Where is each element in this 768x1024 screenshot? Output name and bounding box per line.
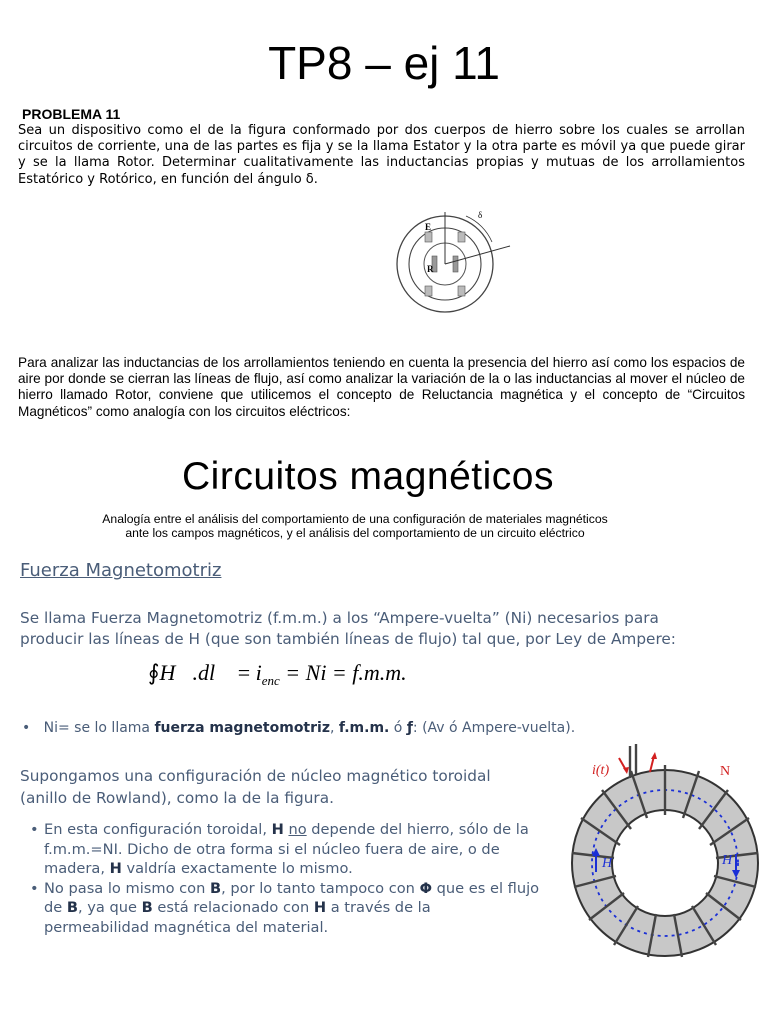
current-label: i(t): [592, 763, 610, 778]
ni-bold-abbrev: f.m.m.: [338, 720, 390, 736]
ni-bold-symbol: ƒ: [406, 720, 413, 736]
text-run: , por lo tanto tampoco con: [221, 879, 420, 897]
bold-run: Φ: [419, 879, 432, 897]
toroid-intro: Supongamos una configuración de núcleo magnético toroidal (anillo de Rowland), como la de la figura.: [20, 767, 491, 807]
bullet-dot: •: [22, 720, 31, 736]
page-title: TP8 – ej 11: [268, 37, 500, 89]
turns-label: N: [720, 764, 731, 779]
h-label-right: H: [722, 853, 733, 868]
bold-run: B: [66, 899, 79, 917]
eq-rhs: f.m.m.: [352, 660, 407, 685]
ni-sep1: ,: [329, 720, 339, 736]
section-title: Circuitos magnéticos: [182, 455, 554, 498]
rotor-label: R: [427, 264, 434, 274]
text-run: a través de la permeabilidad magnética del material.: [44, 899, 431, 936]
underline-run: no: [288, 821, 307, 838]
list-item: [30, 879, 540, 938]
ampere-law-equation: [148, 660, 407, 689]
list-item: [30, 820, 540, 879]
ni-prefix: Ni= se lo llama: [43, 720, 155, 736]
stator-label: E: [425, 222, 432, 232]
analysis-paragraph: Para analizar las inductancias de los arrollamientos teniendo en cuenta la presencia del hierro así como los espacios de aire por donde se cierran las líneas de flujo, así como analizar la variación de la o las inductancias al mover el núcleo de hierro llamado Rotor, conviene que utilicemos el concepto de Reluctancia magnética y el concepto de “Circuitos Magnéticos” como analogía con los circuitos eléctricos:: [18, 355, 745, 419]
bullet-dot: •: [30, 879, 39, 897]
bold-run: H: [271, 821, 284, 838]
angle-label: δ: [478, 210, 483, 220]
analogy-line-2: ante los campos magnéticos, y el análisis del comportamiento de un circuito eléctrico: [125, 525, 585, 540]
integral-symbol: ∮: [148, 660, 160, 685]
text-run: que es el flujo de: [44, 879, 540, 917]
toroid-figure: [570, 742, 768, 1014]
ni-bold-fmm: fuerza magnetomotriz: [154, 720, 330, 736]
h-label-left: H: [602, 856, 613, 871]
fmm-definition: Se llama Fuerza Magnetomotriz (f.m.m.) a los “Ampere-vuelta” (Ni) necesarios para producir las líneas de H (que son también líneas de flujo) tal que, por Ley de Ampere:: [20, 609, 676, 648]
text-run: , ya que: [78, 899, 142, 917]
toroid-bullets: [30, 820, 540, 938]
text-run: está relacionado con: [152, 899, 314, 917]
analogy-line-1: Analogía entre el análisis del comportamiento de una configuración de materiales magnéticos: [102, 512, 608, 526]
text-run: depende del hierro, sólo de la f.m.m.=NI. Dicho de otra forma si el núcleo fuera de aire, o de madera,: [44, 821, 529, 878]
ni-bullet: [22, 720, 575, 736]
eq-current: i: [255, 660, 262, 685]
bold-run: B: [141, 899, 153, 917]
text-run: valdría exactamente lo mismo.: [121, 860, 353, 878]
analogy-subtitle: [0, 513, 710, 540]
stator-rotor-figure: [388, 208, 518, 333]
bullet-dot: •: [30, 821, 39, 838]
problem-statement: Sea un dispositivo como el de la figura conformado por dos cuerpos de hierro sobre los cuales se arrollan circuitos de corriente, una de las partes es fija y se la llama Estator y la otra parte es móvil ya que puede girar y se la llama Rotor. Determinar cualitativamente las inductancias propias y mutuas de los arrollamientos Estatórico y Rotórico, en función del ángulo δ.: [18, 123, 745, 187]
text-run: No pasa lo mismo con: [44, 879, 210, 897]
eq-middle: = Ni =: [279, 660, 353, 685]
bold-run: B: [210, 879, 222, 897]
problem-heading: PROBLEMA 11: [22, 106, 121, 122]
eq-equals-1: =: [232, 660, 256, 685]
ni-suffix: : (Av ó Ampere-vuelta).: [412, 720, 576, 736]
text-run: En esta configuración toroidal,: [44, 821, 272, 838]
bold-run: H: [109, 860, 122, 878]
eq-subscript: enc: [261, 673, 280, 688]
fmm-heading: Fuerza Magnetomotriz: [20, 560, 222, 581]
bold-run: H: [313, 899, 327, 917]
ni-sep2: ó: [389, 720, 407, 736]
eq-lhs: H⃗.dl⃗: [159, 660, 233, 685]
